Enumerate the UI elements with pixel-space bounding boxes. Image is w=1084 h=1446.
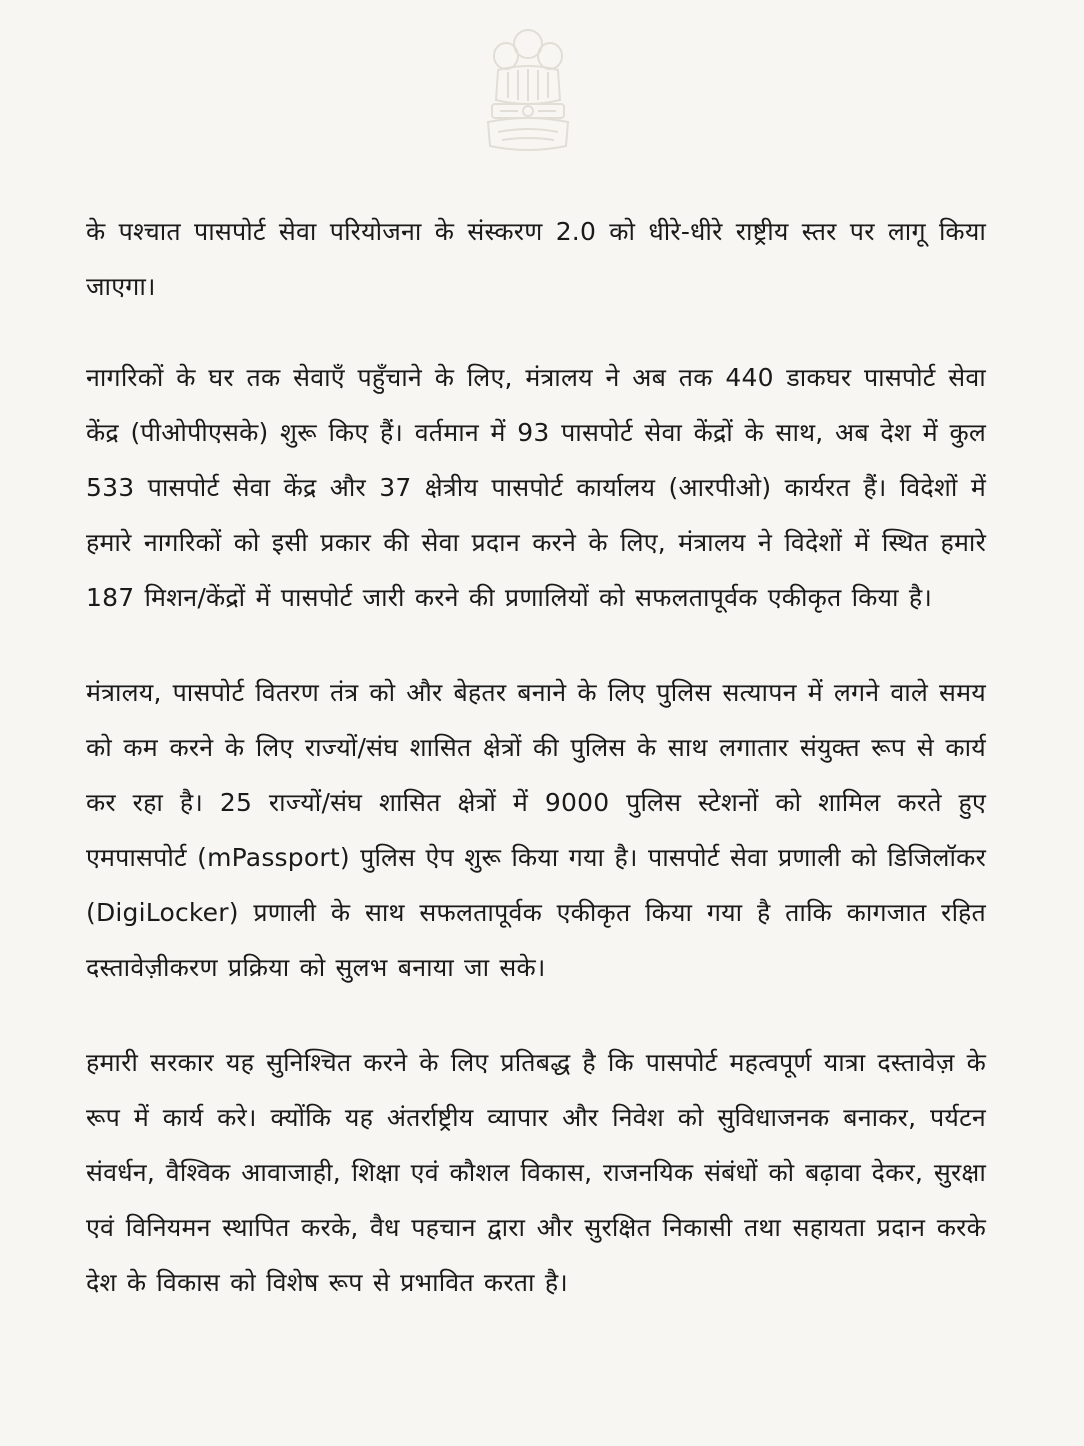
document-body: [86, 204, 986, 1348]
paragraph-1: के पश्चात पासपोर्ट सेवा परियोजना के संस्करण 2.0 को धीरे-धीरे राष्ट्रीय स्तर पर लागू किया जाएगा।: [86, 217, 986, 301]
state-emblem-icon: [478, 22, 578, 162]
paragraph-2: नागरिकों के घर तक सेवाएँ पहुँचाने के लिए, मंत्रालय ने अब तक 440 डाकघर पासपोर्ट सेवा केंद्र (पीओपीएसके) शुरू किए हैं। वर्तमान में 93 पासपोर्ट सेवा केंद्रों के साथ, अब देश में कुल 533 पासपोर्ट सेवा केंद्र और 37 क्षेत्रीय पासपोर्ट कार्यालय (आरपीओ) कार्यरत हैं। विदेशों में हमारे नागरिकों को इसी प्रकार की सेवा प्रदान करने के लिए, मंत्रालय ने विदेशों में स्थित हमारे 187 मिशन/केंद्रों में पासपोर्ट जारी करने की प्रणालियों को सफलतापूर्वक एकीकृत किया है।: [86, 363, 986, 612]
paragraph-3: मंत्रालय, पासपोर्ट वितरण तंत्र को और बेहतर बनाने के लिए पुलिस सत्यापन में लगने वाले समय को कम करने के लिए राज्यों/संघ शासित क्षेत्रों की पुलिस के साथ लगातार संयुक्त रूप से कार्य कर रहा है। 25 राज्यों/संघ शासित क्षेत्रों में 9000 पुलिस स्टेशनों को शामिल करते हुए एमपासपोर्ट (mPassport) पुलिस ऐप शुरू किया गया है। पासपोर्ट सेवा प्रणाली को डिजिलॉकर (DigiLocker) प्रणाली के साथ सफलतापूर्वक एकीकृत किया गया है ताकि कागजात रहित दस्तावेज़ीकरण प्रक्रिया को सुलभ बनाया जा सके।: [86, 678, 986, 982]
paragraph-4: हमारी सरकार यह सुनिश्चित करने के लिए प्रतिबद्ध है कि पासपोर्ट महत्वपूर्ण यात्रा दस्तावेज़ के रूप में कार्य करे। क्योंकि यह अंतर्राष्ट्रीय व्यापार और निवेश को सुविधाजनक बनाकर, पर्यटन संवर्धन, वैश्विक आवाजाही, शिक्षा एवं कौशल विकास, राजनयिक संबंधों को बढ़ावा देकर, सुरक्षा एवं विनियमन स्थापित करके, वैध पहचान द्वारा और सुरक्षित निकासी तथा सहायता प्रदान करके देश के विकास को विशेष रूप से प्रभावित करता है।: [86, 1048, 986, 1297]
